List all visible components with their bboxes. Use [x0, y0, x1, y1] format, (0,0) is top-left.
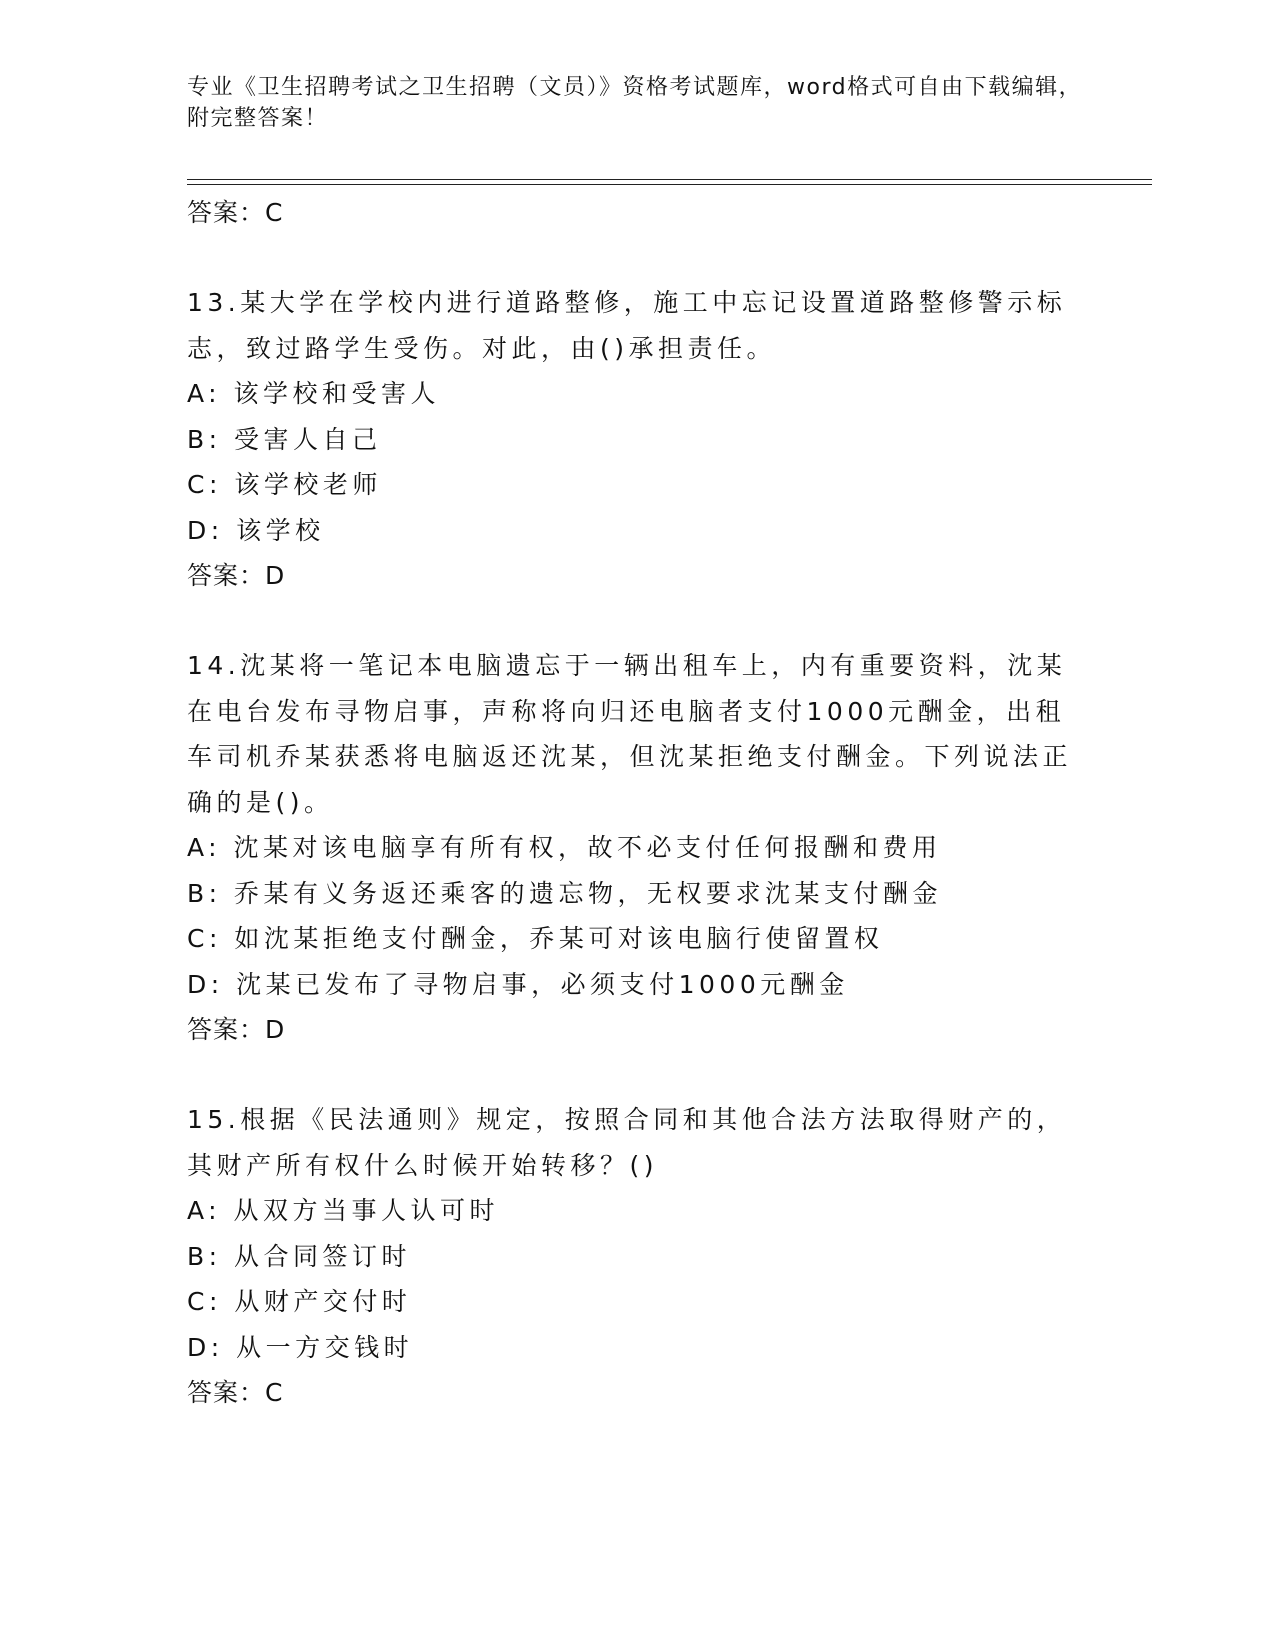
option-c: C: 从财产交付时 [187, 1287, 412, 1316]
option-c: C: 如沈某拒绝支付酬金，乔某可对该电脑行使留置权 [187, 924, 884, 953]
option-b: B: 从合同签订时 [187, 1241, 412, 1271]
answer-line: 答案：C [187, 1378, 284, 1407]
question-item [187, 1097, 1087, 1416]
question-item [187, 280, 1087, 599]
question-list [187, 190, 1087, 1416]
header-divider-bottom [187, 184, 1152, 185]
option-a: A: 从双方当事人认可时 [187, 1196, 500, 1225]
option-a: A: 沈某对该电脑享有所有权，故不必支付任何报酬和费用 [187, 833, 942, 862]
option-d: D: 该学校 [187, 515, 325, 545]
question-text: 13.某大学在学校内进行道路整修，施工中忘记设置道路整修警示标志，致过路学生受伤。对此，由()承担责任。 [187, 288, 1067, 363]
option-b: B: 乔某有义务返还乘客的遗忘物，无权要求沈某支付酬金 [187, 878, 943, 908]
question-text: 14.沈某将一笔记本电脑遗忘于一辆出租车上，内有重要资料，沈某在电台发布寻物启事，声称将向归还电脑者支付1000元酬金，出租车司机乔某获悉将电脑返还沈某，但沈某拒绝支付酬金。下列说法正确的是()。 [187, 651, 1073, 817]
option-a: A: 该学校和受害人 [187, 379, 441, 408]
answer-line: 答案：C [187, 198, 284, 227]
option-c: C: 该学校老师 [187, 470, 382, 499]
answer-line: 答案：D [187, 1015, 286, 1044]
option-d: D: 从一方交钱时 [187, 1332, 414, 1362]
option-b: B: 受害人自己 [187, 424, 382, 454]
document-header: 专业《卫生招聘考试之卫生招聘（文员）》资格考试题库，word格式可自由下载编辑，附完整答案！ [187, 75, 1083, 131]
header-divider-top [187, 179, 1152, 180]
question-item [187, 643, 1087, 1053]
question-text: 15.根据《民法通则》规定，按照合同和其他合法方法取得财产的，其财产所有权什么时候开始转移？() [187, 1105, 1067, 1180]
answer-line: 答案：D [187, 561, 286, 590]
option-d: D: 沈某已发布了寻物启事，必须支付1000元酬金 [187, 969, 849, 999]
